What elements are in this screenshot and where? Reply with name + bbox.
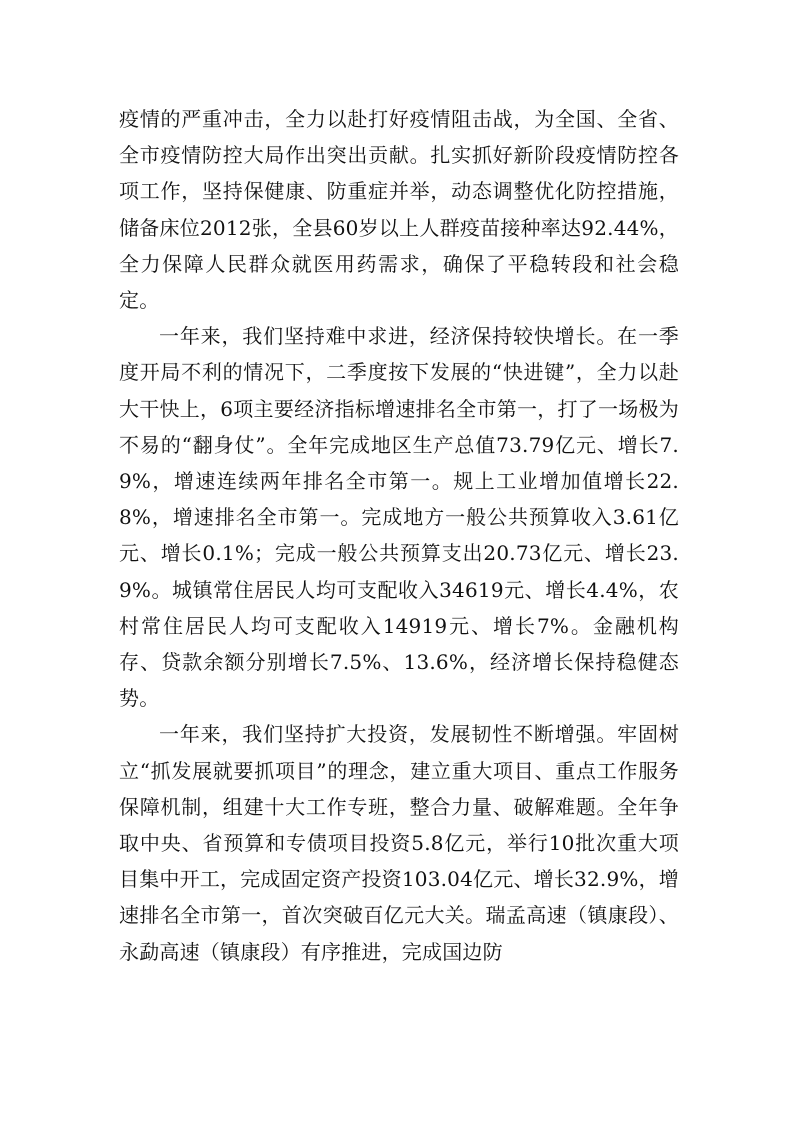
paragraph-epidemic-continuation: 疫情的严重冲击，全力以赴打好疫情阻击战，为全国、全省、全市疫情防控大局作出突出贡献。扎实抓好新阶段疫情防控各项工作，坚持保健康、防重症并举，动态调整优化防控措施，储备床位2012张，全县60岁以上人群疫苗接种率达92.44%，全力保障人民群众就医用药需求，确保了平稳转段和社会稳定。 [119,107,679,313]
paragraph-economic-growth: 一年来，我们坚持难中求进，经济保持较快增长。在一季度开局不利的情况下，二季度按下发展的“快进键”，全力以赴大干快上，6项主要经济指标增速排名全市第一，打了一场极为不易的“翻身仗”。全年完成地区生产总值73.79亿元、增长7.9%，增速连续两年排名全市第一。规上工业增加值增长22.8%，增速排名全市第一。完成地方一般公共预算收入3.61亿元、增长0.1%；完成一般公共预算支出20.73亿元、增长23.9%。城镇常住居民人均可支配收入34619元、增长4.4%，农村常住居民人均可支配收入14919元、增长7%。金融机构存、贷款余额分别增长7.5%、13.6%，经济增长保持稳健态势。 [119,324,679,711]
paragraph-investment: 一年来，我们坚持扩大投资，发展韧性不断增强。牢固树立“抓发展就要抓项目”的理念，建立重大项目、重点工作服务保障机制，组建十大工作专班，整合力量、破解难题。全年争取中央、省预算和专债项目投资5.8亿元，举行10批次重大项目集中开工，完成固定资产投资103.04亿元、增长32.9%，增速排名全市第一，首次突破百亿元大关。瑞孟高速（镇康段）、永勐高速（镇康段）有序推进，完成国边防 [119,722,679,964]
document-body [119,101,679,970]
